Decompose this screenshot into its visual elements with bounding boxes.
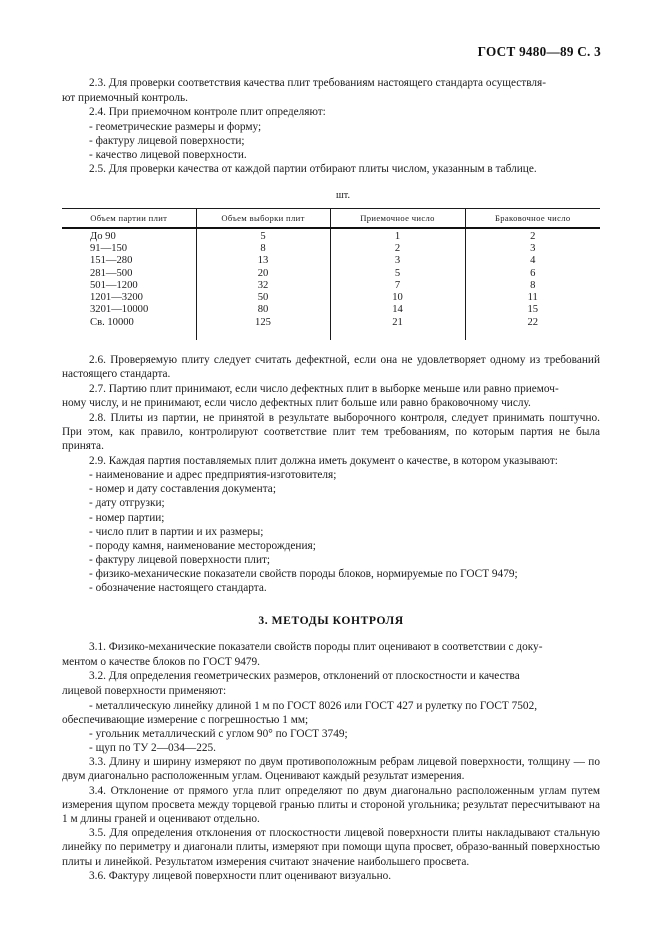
paragraph-3-1: 3.1. Физико-механические показатели свойств породы плит оценивают в соответствии с доку- [89,641,543,654]
table-row [62,317,600,340]
cell-sample-volume: 5 [196,228,330,243]
list-item: - число плит в партии и их размеры; [89,525,264,538]
list-item: - номер и дату составления документа; [89,483,276,496]
list-item-continued: обеспечивающие измерение с погрешностью 1 мм; [62,713,309,726]
cell-batch-volume: Св. 10000 [90,316,134,328]
cell-sample-volume: 80 [196,304,330,316]
list-item: - дату отгрузки; [89,497,165,510]
paragraph-3-3: 3.3. Длину и ширину измеряют по двум противоположным ребрам лицевой поверхности, толщину — по двум диагонально расположенным углам. Оценивают каждый результат измерения. [62,755,600,782]
table-row [62,268,600,280]
sampling-table-wrapper [62,208,600,340]
spacer [62,595,600,614]
paragraph-3-5: 3.5. Для определения отклонения от плоскостности лицевой поверхности плиты накладывают стальную линейку по периметру и диагонали плиты, измеряют при помощи щупа просвет, образо-ванный поверхностью плиты и линейкой. Результатом измерения считают значение наибольшего просвета. [62,827,600,868]
spacer [62,177,600,190]
paragraph-2-3-continued: ют приемочный контроль. [62,91,188,104]
table-body [62,228,600,340]
list-item: - фактуру лицевой поверхности; [89,134,245,147]
paragraph-2-9: 2.9. Каждая партия поставляемых плит должна иметь документ о качестве, в котором указывают: [89,454,558,467]
list-item: - качество лицевой поверхности. [89,148,247,161]
spacer [62,340,600,353]
section-heading-3: 3. МЕТОДЫ КОНТРОЛЯ [258,614,404,628]
list-item: - породу камня, наименование месторождения; [89,539,316,552]
column-header-sample-volume: Объем выборки плит [196,208,330,228]
cell-sample-volume: 50 [196,292,330,304]
running-header: ГОСТ 9480—89 С. 3 [477,44,601,59]
page-content [62,76,600,884]
cell-batch-volume: 281—500 [90,267,133,279]
cell-rejection-number: 8 [465,280,600,292]
table-row [62,280,600,292]
paragraph-2-3: 2.3. Для проверки соответствия качества плит требованиям настоящего стандарта осуществля- [89,77,547,89]
paragraph-3-1-continued: ментом о качестве блоков по ГОСТ 9479. [62,655,261,668]
cell-acceptance-number: 2 [330,243,465,255]
table-header-row [62,208,600,228]
paragraph-3-2: 3.2. Для определения геометрических размеров, отклонений от плоскостности и качества [89,670,520,683]
list-item: - наименование и адрес предприятия-изготовителя; [89,469,337,482]
spacer [62,627,600,640]
list-item: - фактуру лицевой поверхности плит; [89,553,271,566]
cell-rejection-number: 3 [465,243,600,255]
list-item: - обозначение настоящего стандарта. [89,582,267,595]
paragraph-2-7-continued: ному числу, и не принимают, если число дефектных плит больше или равно браковочному числу. [62,397,531,410]
list-item: - металлическую линейку длиной 1 м по ГОСТ 8026 или ГОСТ 427 и рулетку по ГОСТ 7502, [89,699,538,712]
cell-rejection-number: 6 [465,268,600,280]
table-row [62,255,600,267]
paragraph-3-4: 3.4. Отклонение от прямого угла плит определяют по двум диагонально расположенным углам путем измерения щупом просвета между торцевой гранью плиты и стороной угольника; результат пересчитывают на 1 м длины граней и оценивают отдельно. [62,784,600,825]
paragraph-2-8: 2.8. Плиты из партии, не принятой в результате выборочного контроля, следует принимать поштучно. При этом, как правило, контролируют соответствие плит тем требованиям, по которым партия не была принята. [62,411,600,453]
cell-sample-volume: 125 [196,317,330,340]
table-row [62,228,600,243]
paragraph-2-5: 2.5. Для проверки качества от каждой партии отбирают плиты числом, указанным в таблице. [89,163,537,176]
table-row [62,292,600,304]
cell-rejection-number: 2 [465,228,600,243]
column-header-acceptance-number: Приемочное число [330,208,465,228]
cell-batch-volume: 3201—10000 [90,304,149,316]
column-header-batch-volume: Объем партии плит [62,208,196,228]
list-item: - номер партии; [89,511,165,524]
cell-acceptance-number: 5 [330,268,465,280]
table-row [62,243,600,255]
cell-acceptance-number: 1 [330,228,465,243]
cell-rejection-number: 22 [465,317,600,340]
cell-acceptance-number: 10 [330,292,465,304]
cell-sample-volume: 32 [196,280,330,292]
cell-rejection-number: 11 [465,292,600,304]
list-item: - щуп по ТУ 2—034—225. [89,741,217,754]
list-item: - физико-механические показатели свойств породы блоков, нормируемые по ГОСТ 9479; [89,567,518,580]
cell-acceptance-number: 21 [330,317,465,340]
cell-sample-volume: 8 [196,243,330,255]
cell-batch-volume: 91—150 [90,242,128,254]
cell-batch-volume: До 90 [90,230,116,242]
cell-batch-volume: 1201—3200 [90,292,143,304]
cell-batch-volume: 501—1200 [90,279,138,291]
paragraph-2-4: 2.4. При приемочном контроле плит определяют: [89,106,326,119]
cell-sample-volume: 13 [196,255,330,267]
table-row [62,304,600,316]
list-item: - геометрические размеры и форму; [89,120,262,133]
paragraph-2-6: 2.6. Проверяемую плиту следует считать дефектной, если она не удовлетворяет одному из требований настоящего стандарта. [62,354,600,381]
cell-rejection-number: 15 [465,304,600,316]
paragraph-3-6: 3.6. Фактуру лицевой поверхности плит оценивают визуально. [89,870,392,883]
cell-batch-volume: 151—280 [90,255,133,267]
paragraph-3-2-continued: лицевой поверхности применяют: [62,684,227,697]
cell-rejection-number: 4 [465,255,600,267]
cell-acceptance-number: 3 [330,255,465,267]
column-header-rejection-number: Браковочное число [465,208,600,228]
list-item: - угольник металлический с углом 90° по ГОСТ 3749; [89,727,348,740]
cell-sample-volume: 20 [196,268,330,280]
paragraph-2-7: 2.7. Партию плит принимают, если число дефектных плит в выборке меньше или равно приемоч- [89,382,559,395]
cell-acceptance-number: 7 [330,280,465,292]
cell-acceptance-number: 14 [330,304,465,316]
table-unit-caption: шт. [335,189,351,201]
spacer [62,201,600,208]
sampling-table [62,208,600,340]
